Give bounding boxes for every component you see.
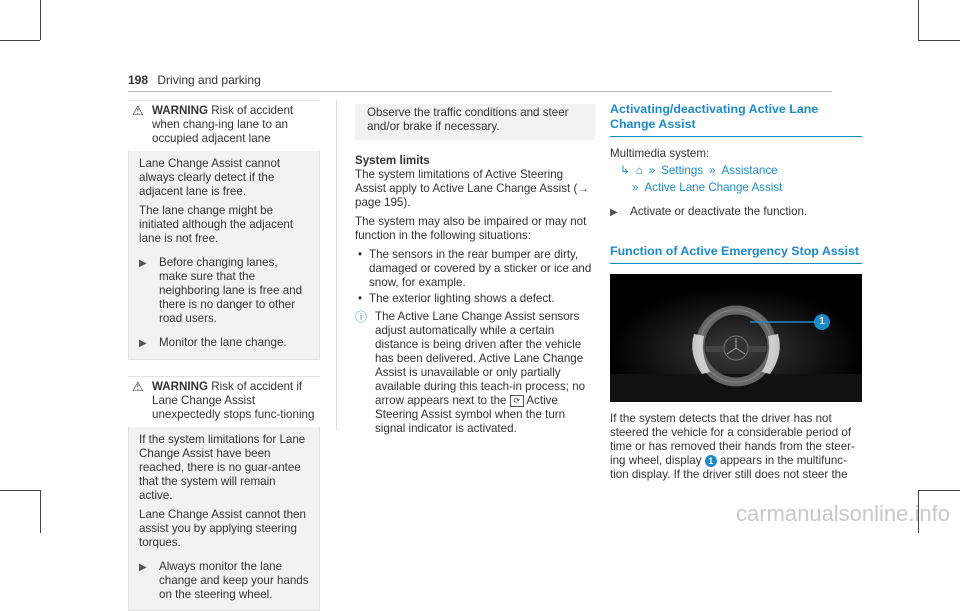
header-divider	[128, 91, 832, 92]
instruction-step: ▶ Activate or deactivate the function.	[610, 205, 808, 218]
arrow-return-icon: ↳	[620, 164, 630, 177]
callout-badge: 1	[705, 455, 717, 467]
system-limits-heading: System limits	[355, 154, 430, 167]
column-2	[355, 104, 595, 436]
chevron-icon: »	[632, 181, 639, 194]
warning-text: If the system limitations for Lane Change Assist have been reached, there is no guar-antee that the system will remain active.	[139, 433, 306, 502]
crop-mark	[0, 40, 40, 41]
section-heading: Function of Active Emergency Stop Assist	[610, 244, 862, 264]
watermark: carmanualsonline.info	[735, 501, 950, 526]
warning-box-2	[128, 376, 320, 611]
warning-label: WARNING	[152, 104, 209, 117]
steering-wheel-graphic	[610, 274, 862, 402]
column-3	[610, 102, 862, 487]
paragraph: The system may also be impaired or may not function in the following situations:	[355, 215, 587, 242]
warning-continuation: Observe the traffic conditions and steer and/or brake if necessary.	[355, 104, 595, 140]
paragraph: Multimedia system:	[610, 147, 710, 160]
crop-mark	[918, 0, 919, 40]
info-icon: ⓘ	[355, 310, 368, 324]
chevron-icon: »	[648, 164, 656, 177]
instruction-step: ▶ Before changing lanes, make sure that the neighboring lane is free and there is no danger to other road users.	[139, 256, 303, 325]
crop-mark	[918, 490, 960, 491]
warning-heading: Risk of accident when chang-ing lane to an occupied adjacent lane	[152, 104, 294, 145]
menu-settings: Settings	[661, 164, 704, 177]
column-divider	[336, 100, 337, 430]
step-arrow-icon: ▶	[139, 562, 147, 573]
page-number: 198	[128, 73, 149, 87]
crop-mark	[40, 490, 41, 533]
step-arrow-icon: ▶	[610, 207, 618, 218]
list-item: • The sensors in the rear bumper are dirty, damaged or covered by a sticker or ice and snow, for example.	[355, 248, 595, 290]
callout-number: 1	[819, 316, 825, 327]
steering-wheel-illustration	[610, 274, 862, 402]
menu-active-lane-change: Active Lane Change Assist	[644, 181, 783, 194]
warning-text: Lane Change Assist cannot always clearly detect if the adjacent lane is free.	[139, 157, 281, 198]
menu-path	[610, 181, 862, 195]
paragraph: If the system detects that the driver has not steered the vehicle for a considerable period of time or has removed their hands from the steer-ing wheel, display 1 appears in the multifunc-tion display. If the driver still does not steer the	[610, 412, 855, 481]
column-1	[128, 100, 320, 611]
crop-mark	[918, 40, 960, 41]
step-arrow-icon: ▶	[139, 258, 147, 269]
instruction-step: ▶ Always monitor the lane change and keep your hands on the steering wheel.	[139, 560, 309, 601]
menu-path	[610, 164, 862, 178]
warning-text: Lane Change Assist cannot then assist you by applying steering torques.	[139, 508, 306, 549]
warning-triangle-icon: ⚠	[132, 103, 144, 118]
warning-box-1	[128, 100, 320, 360]
bullet-list	[355, 248, 595, 306]
steering-assist-icon: ⟳	[510, 395, 524, 407]
section-heading: Activating/deactivating Active Lane Change Assist	[610, 102, 862, 137]
step-arrow-icon: ▶	[139, 338, 147, 349]
crop-mark	[0, 490, 40, 491]
warning-heading: Risk of accident if Lane Change Assist unexpectedly stops func-tioning	[152, 380, 315, 421]
warning-triangle-icon: ⚠	[132, 379, 144, 394]
list-item: • The exterior lighting shows a defect.	[355, 292, 595, 306]
paragraph: The system limitations of Active Steering Assist apply to Active Lane Change Assist (→ page 195).	[355, 168, 589, 209]
home-icon: ⌂	[635, 164, 643, 177]
warning-text: The lane change might be initiated although the adjacent lane is not free.	[139, 204, 294, 245]
warning-label: WARNING	[152, 380, 209, 393]
crop-mark	[40, 0, 41, 40]
page-header	[128, 73, 261, 87]
section-title: Driving and parking	[157, 73, 261, 87]
menu-assistance: Assistance	[721, 164, 778, 177]
info-note: ⓘ The Active Lane Change Assist sensors adjust automatically while a certain distance is being driven after the vehicle has been delivered. Active Lane Change Assist is unavailable or only partially available during this teach-in process; no arrow appears next to the ⟳ Active Steering Assist symbol when the turn signal indicator is activated.	[355, 310, 586, 435]
chevron-icon: »	[709, 164, 716, 177]
instruction-step: ▶ Monitor the lane change.	[139, 336, 287, 349]
